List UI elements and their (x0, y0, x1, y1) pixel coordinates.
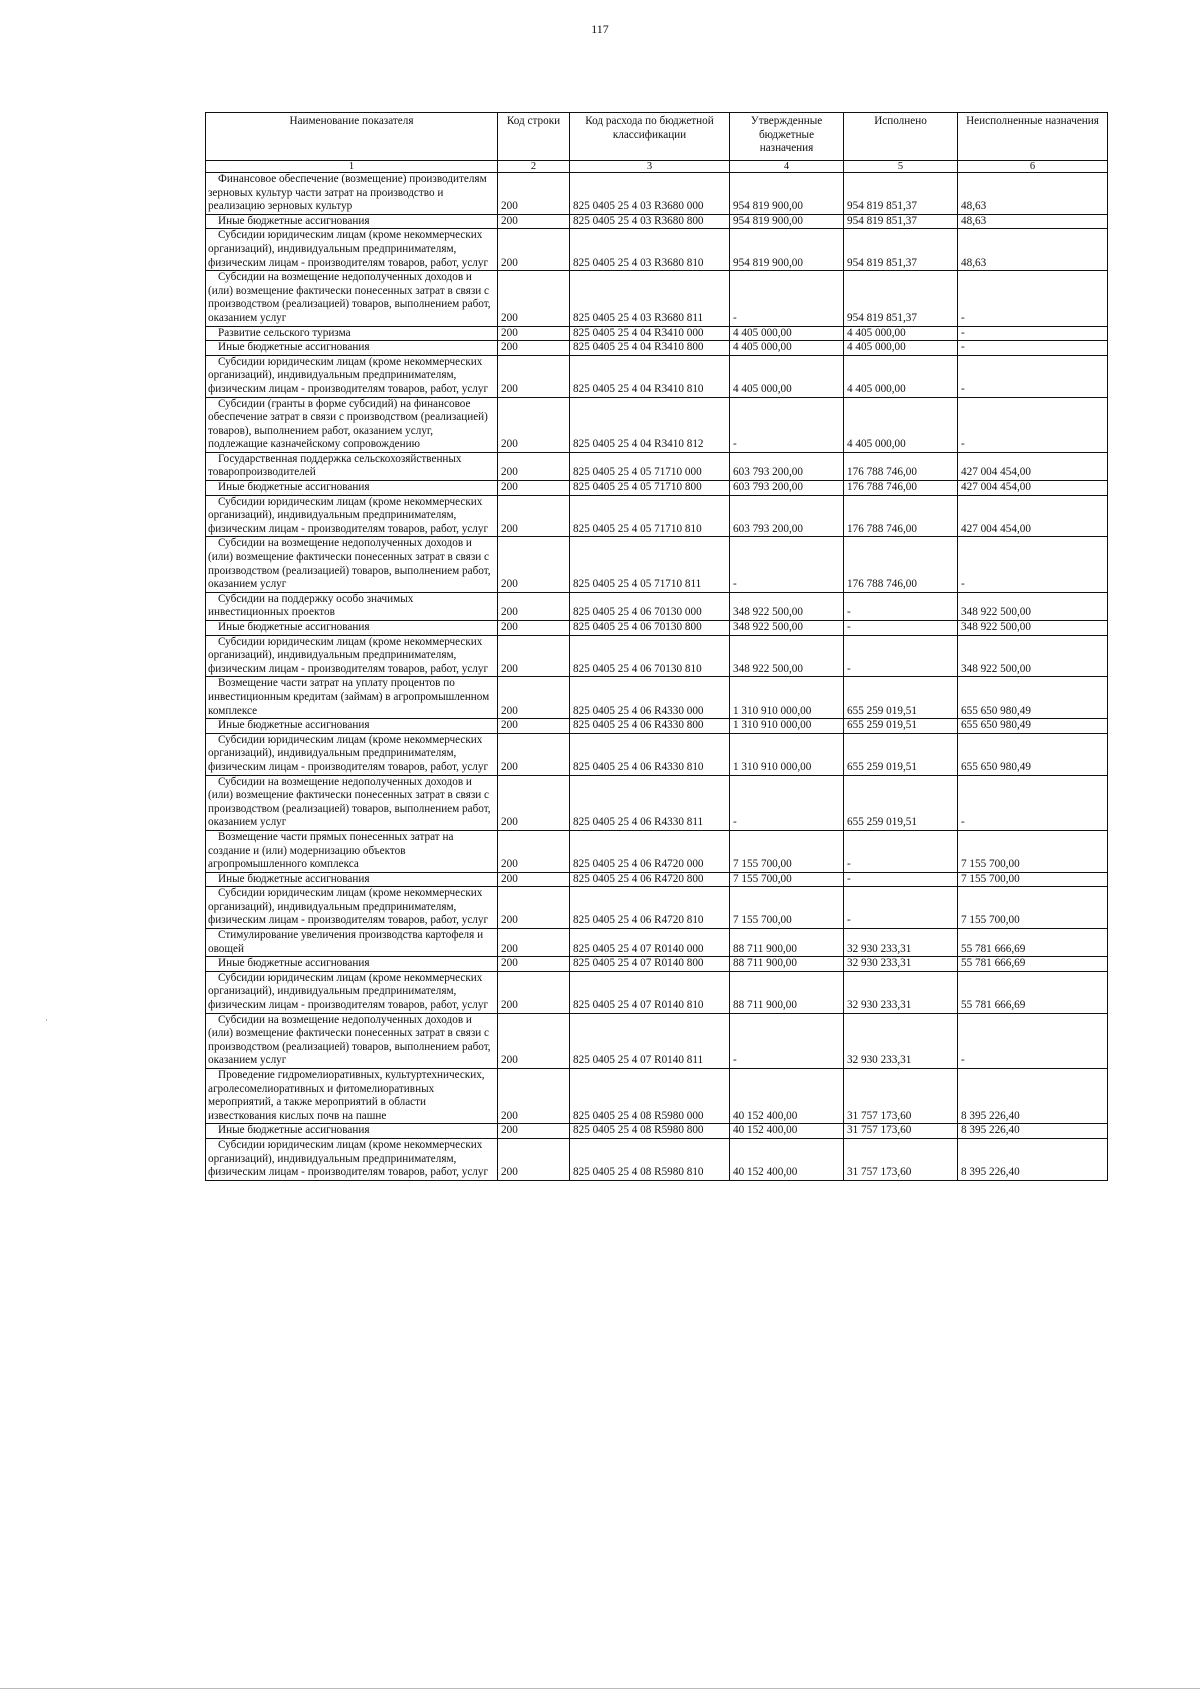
row-line-code-cell: 200 (498, 872, 570, 887)
row-budget-code-cell: 825 0405 25 4 03 R3680 811 (570, 271, 730, 326)
row-line-code-cell: 200 (498, 887, 570, 929)
row-executed-cell: 655 259 019,51 (844, 719, 958, 734)
row-executed-cell: 32 930 233,31 (844, 929, 958, 957)
table-row (206, 887, 1108, 929)
row-approved-cell: 954 819 900,00 (730, 214, 844, 229)
row-line-code-cell: 200 (498, 929, 570, 957)
row-name-cell: Субсидии (гранты в форме субсидий) на финансовое обеспечение затрат в связи с производством (реализацией) товаров), выполнением работ, оказанием услуг, подлежащие казначейскому сопровождению (206, 397, 498, 452)
row-approved-cell: 4 405 000,00 (730, 326, 844, 341)
table-row (206, 957, 1108, 972)
row-approved-cell: 348 922 500,00 (730, 592, 844, 620)
row-name-cell: Иные бюджетные ассигнования (206, 214, 498, 229)
row-unexecuted-cell: 427 004 454,00 (958, 452, 1108, 480)
table-body (206, 173, 1108, 1181)
table-row (206, 621, 1108, 636)
row-line-code-cell: 200 (498, 481, 570, 496)
row-unexecuted-cell: 48,63 (958, 229, 1108, 271)
row-line-code-cell: 200 (498, 341, 570, 356)
row-executed-cell: 31 757 173,60 (844, 1124, 958, 1139)
table-row (206, 971, 1108, 1013)
row-budget-code-cell: 825 0405 25 4 04 R3410 000 (570, 326, 730, 341)
row-approved-cell: 88 711 900,00 (730, 957, 844, 972)
row-executed-cell: - (844, 592, 958, 620)
row-budget-code-cell: 825 0405 25 4 06 R4330 811 (570, 775, 730, 830)
row-name-cell: Субсидии юридическим лицам (кроме некоммерческих организаций), индивидуальным предпринимателям, физическим лицам - производителям товаров, работ, услуг (206, 635, 498, 677)
row-unexecuted-cell: - (958, 537, 1108, 592)
row-executed-cell: 954 819 851,37 (844, 173, 958, 215)
budget-execution-table (205, 112, 1108, 1181)
table-row (206, 1124, 1108, 1139)
row-unexecuted-cell: - (958, 355, 1108, 397)
table-row (206, 830, 1108, 872)
row-budget-code-cell: 825 0405 25 4 06 70130 800 (570, 621, 730, 636)
row-name-cell: Возмещение части прямых понесенных затрат на создание и (или) модернизацию объектов агропромышленного комплекса (206, 830, 498, 872)
row-unexecuted-cell: 427 004 454,00 (958, 481, 1108, 496)
row-budget-code-cell: 825 0405 25 4 08 R5980 800 (570, 1124, 730, 1139)
row-line-code-cell: 200 (498, 537, 570, 592)
table-row (206, 173, 1108, 215)
table-row (206, 1013, 1108, 1068)
table-row (206, 229, 1108, 271)
row-name-cell: Субсидии юридическим лицам (кроме некоммерческих организаций), индивидуальным предпринимателям, физическим лицам - производителям товаров, работ, услуг (206, 1138, 498, 1180)
row-name-cell: Иные бюджетные ассигнования (206, 341, 498, 356)
row-unexecuted-cell: - (958, 1013, 1108, 1068)
row-executed-cell: 4 405 000,00 (844, 341, 958, 356)
row-line-code-cell: 200 (498, 355, 570, 397)
row-budget-code-cell: 825 0405 25 4 04 R3410 812 (570, 397, 730, 452)
row-name-cell: Иные бюджетные ассигнования (206, 719, 498, 734)
row-approved-cell: 4 405 000,00 (730, 355, 844, 397)
row-executed-cell: 4 405 000,00 (844, 355, 958, 397)
row-unexecuted-cell: 348 922 500,00 (958, 592, 1108, 620)
row-budget-code-cell: 825 0405 25 4 06 70130 000 (570, 592, 730, 620)
row-approved-cell: 88 711 900,00 (730, 929, 844, 957)
row-unexecuted-cell: 55 781 666,69 (958, 957, 1108, 972)
column-number: 3 (570, 161, 730, 173)
row-approved-cell: 954 819 900,00 (730, 229, 844, 271)
row-executed-cell: 655 259 019,51 (844, 775, 958, 830)
row-unexecuted-cell: 8 395 226,40 (958, 1124, 1108, 1139)
row-approved-cell: - (730, 537, 844, 592)
row-executed-cell: 32 930 233,31 (844, 971, 958, 1013)
table-row (206, 677, 1108, 719)
row-executed-cell: 4 405 000,00 (844, 397, 958, 452)
row-approved-cell: 7 155 700,00 (730, 887, 844, 929)
row-approved-cell: 40 152 400,00 (730, 1069, 844, 1124)
row-unexecuted-cell: 348 922 500,00 (958, 621, 1108, 636)
row-approved-cell: - (730, 397, 844, 452)
row-line-code-cell: 200 (498, 326, 570, 341)
row-unexecuted-cell: - (958, 397, 1108, 452)
row-executed-cell: - (844, 887, 958, 929)
row-unexecuted-cell: 55 781 666,69 (958, 971, 1108, 1013)
row-name-cell: Субсидии юридическим лицам (кроме некоммерческих организаций), индивидуальным предпринимателям, физическим лицам - производителям товаров, работ, услуг (206, 229, 498, 271)
row-executed-cell: 954 819 851,37 (844, 271, 958, 326)
row-unexecuted-cell: - (958, 271, 1108, 326)
row-line-code-cell: 200 (498, 677, 570, 719)
row-name-cell: Развитие сельского туризма (206, 326, 498, 341)
row-unexecuted-cell: 8 395 226,40 (958, 1069, 1108, 1124)
row-line-code-cell: 200 (498, 397, 570, 452)
row-name-cell: Иные бюджетные ассигнования (206, 957, 498, 972)
row-budget-code-cell: 825 0405 25 4 03 R3680 810 (570, 229, 730, 271)
row-line-code-cell: 200 (498, 957, 570, 972)
column-number: 1 (206, 161, 498, 173)
row-approved-cell: 40 152 400,00 (730, 1124, 844, 1139)
row-budget-code-cell: 825 0405 25 4 04 R3410 800 (570, 341, 730, 356)
row-budget-code-cell: 825 0405 25 4 07 R0140 811 (570, 1013, 730, 1068)
row-approved-cell: 7 155 700,00 (730, 830, 844, 872)
row-budget-code-cell: 825 0405 25 4 08 R5980 810 (570, 1138, 730, 1180)
row-line-code-cell: 200 (498, 271, 570, 326)
table-row (206, 592, 1108, 620)
row-executed-cell: 176 788 746,00 (844, 452, 958, 480)
row-executed-cell: 31 757 173,60 (844, 1069, 958, 1124)
row-line-code-cell: 200 (498, 621, 570, 636)
table-row (206, 271, 1108, 326)
row-approved-cell: 4 405 000,00 (730, 341, 844, 356)
row-line-code-cell: 200 (498, 592, 570, 620)
table-row (206, 1069, 1108, 1124)
row-unexecuted-cell: - (958, 326, 1108, 341)
row-name-cell: Субсидии юридическим лицам (кроме некоммерческих организаций), индивидуальным предпринимателям, физическим лицам - производителям товаров, работ, услуг (206, 495, 498, 537)
row-executed-cell: 954 819 851,37 (844, 229, 958, 271)
row-approved-cell: 1 310 910 000,00 (730, 719, 844, 734)
row-budget-code-cell: 825 0405 25 4 05 71710 800 (570, 481, 730, 496)
row-budget-code-cell: 825 0405 25 4 06 R4720 800 (570, 872, 730, 887)
row-unexecuted-cell: 8 395 226,40 (958, 1138, 1108, 1180)
row-approved-cell: 603 793 200,00 (730, 495, 844, 537)
table-header-row (206, 113, 1108, 161)
row-executed-cell: 954 819 851,37 (844, 214, 958, 229)
row-name-cell: Субсидии на возмещение недополученных доходов и (или) возмещение фактически понесенных затрат в связи с производством (реализацией) товаров, выполнением работ, оказанием услуг (206, 775, 498, 830)
row-budget-code-cell: 825 0405 25 4 06 R4330 000 (570, 677, 730, 719)
row-executed-cell: 176 788 746,00 (844, 495, 958, 537)
row-budget-code-cell: 825 0405 25 4 03 R3680 800 (570, 214, 730, 229)
table-row (206, 719, 1108, 734)
row-unexecuted-cell: 7 155 700,00 (958, 887, 1108, 929)
table-row (206, 341, 1108, 356)
row-name-cell: Иные бюджетные ассигнования (206, 481, 498, 496)
table-row (206, 775, 1108, 830)
table-row (206, 481, 1108, 496)
row-line-code-cell: 200 (498, 214, 570, 229)
column-number: 4 (730, 161, 844, 173)
row-budget-code-cell: 825 0405 25 4 07 R0140 000 (570, 929, 730, 957)
row-executed-cell: 176 788 746,00 (844, 481, 958, 496)
table-row (206, 1138, 1108, 1180)
row-name-cell: Субсидии на возмещение недополученных доходов и (или) возмещение фактически понесенных затрат в связи с производством (реализацией) товаров, выполнением работ, оказанием услуг (206, 537, 498, 592)
row-unexecuted-cell: 7 155 700,00 (958, 872, 1108, 887)
row-budget-code-cell: 825 0405 25 4 07 R0140 810 (570, 971, 730, 1013)
row-budget-code-cell: 825 0405 25 4 06 R4330 800 (570, 719, 730, 734)
table-row (206, 537, 1108, 592)
row-line-code-cell: 200 (498, 719, 570, 734)
page-bottom-rule (0, 1688, 1200, 1689)
table-row (206, 635, 1108, 677)
row-budget-code-cell: 825 0405 25 4 07 R0140 800 (570, 957, 730, 972)
column-header-executed: Исполнено (844, 113, 958, 161)
row-line-code-cell: 200 (498, 1013, 570, 1068)
row-line-code-cell: 200 (498, 1069, 570, 1124)
table-row (206, 355, 1108, 397)
row-unexecuted-cell: 7 155 700,00 (958, 830, 1108, 872)
row-approved-cell: - (730, 1013, 844, 1068)
row-budget-code-cell: 825 0405 25 4 06 R4330 810 (570, 733, 730, 775)
row-approved-cell: 348 922 500,00 (730, 621, 844, 636)
row-name-cell: Субсидии на возмещение недополученных доходов и (или) возмещение фактически понесенных затрат в связи с производством (реализацией) товаров, выполнением работ, оказанием услуг (206, 1013, 498, 1068)
column-number: 6 (958, 161, 1108, 173)
table-row (206, 326, 1108, 341)
row-line-code-cell: 200 (498, 229, 570, 271)
row-executed-cell: - (844, 872, 958, 887)
table-row (206, 452, 1108, 480)
row-executed-cell: 176 788 746,00 (844, 537, 958, 592)
row-budget-code-cell: 825 0405 25 4 06 70130 810 (570, 635, 730, 677)
table-row (206, 929, 1108, 957)
row-name-cell: Субсидии на возмещение недополученных доходов и (или) возмещение фактически понесенных затрат в связи с производством (реализацией) товаров, выполнением работ, оказанием услуг (206, 271, 498, 326)
column-number: 5 (844, 161, 958, 173)
table-row (206, 214, 1108, 229)
row-budget-code-cell: 825 0405 25 4 05 71710 811 (570, 537, 730, 592)
row-approved-cell: - (730, 271, 844, 326)
row-executed-cell: 655 259 019,51 (844, 733, 958, 775)
row-line-code-cell: 200 (498, 1124, 570, 1139)
column-header-name: Наименование показателя (206, 113, 498, 161)
row-name-cell: Иные бюджетные ассигнования (206, 872, 498, 887)
margin-mark: · (45, 1015, 48, 1025)
row-executed-cell: 4 405 000,00 (844, 326, 958, 341)
row-approved-cell: 348 922 500,00 (730, 635, 844, 677)
row-executed-cell: - (844, 635, 958, 677)
column-number-row (206, 161, 1108, 173)
table-row (206, 733, 1108, 775)
row-unexecuted-cell: 655 650 980,49 (958, 733, 1108, 775)
row-name-cell: Субсидии юридическим лицам (кроме некоммерческих организаций), индивидуальным предпринимателям, физическим лицам - производителям товаров, работ, услуг (206, 733, 498, 775)
row-unexecuted-cell: 427 004 454,00 (958, 495, 1108, 537)
column-number: 2 (498, 161, 570, 173)
row-unexecuted-cell: - (958, 775, 1108, 830)
row-executed-cell: - (844, 830, 958, 872)
row-approved-cell: 7 155 700,00 (730, 872, 844, 887)
row-name-cell: Субсидии юридическим лицам (кроме некоммерческих организаций), индивидуальным предпринимателям, физическим лицам - производителям товаров, работ, услуг (206, 971, 498, 1013)
row-unexecuted-cell: 348 922 500,00 (958, 635, 1108, 677)
row-approved-cell: 603 793 200,00 (730, 481, 844, 496)
row-name-cell: Возмещение части затрат на уплату процентов по инвестиционным кредитам (займам) в агропромышленном комплексе (206, 677, 498, 719)
row-approved-cell: 1 310 910 000,00 (730, 733, 844, 775)
row-line-code-cell: 200 (498, 173, 570, 215)
page-number: 117 (591, 22, 609, 36)
column-header-unexecuted: Неисполненные назначения (958, 113, 1108, 161)
row-name-cell: Субсидии юридическим лицам (кроме некоммерческих организаций), индивидуальным предпринимателям, физическим лицам - производителям товаров, работ, услуг (206, 355, 498, 397)
row-budget-code-cell: 825 0405 25 4 06 R4720 810 (570, 887, 730, 929)
row-name-cell: Проведение гидромелиоративных, культуртехнических, агролесомелиоративных и фитомелиоративных мероприятий, а также мероприятий в области известкования кислых почв на пашне (206, 1069, 498, 1124)
row-line-code-cell: 200 (498, 830, 570, 872)
row-name-cell: Иные бюджетные ассигнования (206, 1124, 498, 1139)
row-line-code-cell: 200 (498, 1138, 570, 1180)
row-name-cell: Субсидии юридическим лицам (кроме некоммерческих организаций), индивидуальным предпринимателям, физическим лицам - производителям товаров, работ, услуг (206, 887, 498, 929)
table-row (206, 872, 1108, 887)
table-row (206, 397, 1108, 452)
column-header-line-code: Код строки (498, 113, 570, 161)
row-approved-cell: 954 819 900,00 (730, 173, 844, 215)
row-approved-cell: - (730, 775, 844, 830)
row-budget-code-cell: 825 0405 25 4 04 R3410 810 (570, 355, 730, 397)
row-name-cell: Стимулирование увеличения производства картофеля и овощей (206, 929, 498, 957)
row-unexecuted-cell: 655 650 980,49 (958, 677, 1108, 719)
row-approved-cell: 1 310 910 000,00 (730, 677, 844, 719)
row-name-cell: Иные бюджетные ассигнования (206, 621, 498, 636)
row-line-code-cell: 200 (498, 452, 570, 480)
row-approved-cell: 603 793 200,00 (730, 452, 844, 480)
row-budget-code-cell: 825 0405 25 4 05 71710 810 (570, 495, 730, 537)
row-line-code-cell: 200 (498, 971, 570, 1013)
row-budget-code-cell: 825 0405 25 4 03 R3680 000 (570, 173, 730, 215)
row-executed-cell: 32 930 233,31 (844, 957, 958, 972)
row-line-code-cell: 200 (498, 495, 570, 537)
row-executed-cell: 655 259 019,51 (844, 677, 958, 719)
row-approved-cell: 88 711 900,00 (730, 971, 844, 1013)
row-budget-code-cell: 825 0405 25 4 05 71710 000 (570, 452, 730, 480)
row-approved-cell: 40 152 400,00 (730, 1138, 844, 1180)
row-line-code-cell: 200 (498, 635, 570, 677)
column-header-approved: Утвержденные бюджетные назначения (730, 113, 844, 161)
row-executed-cell: 32 930 233,31 (844, 1013, 958, 1068)
row-name-cell: Субсидии на поддержку особо значимых инвестиционных проектов (206, 592, 498, 620)
row-line-code-cell: 200 (498, 775, 570, 830)
row-unexecuted-cell: 48,63 (958, 173, 1108, 215)
row-executed-cell: - (844, 621, 958, 636)
row-name-cell: Финансовое обеспечение (возмещение) производителям зерновых культур части затрат на производство и реализацию зерновых культур (206, 173, 498, 215)
row-unexecuted-cell: 48,63 (958, 214, 1108, 229)
row-budget-code-cell: 825 0405 25 4 08 R5980 000 (570, 1069, 730, 1124)
row-line-code-cell: 200 (498, 733, 570, 775)
column-header-budget-code: Код расхода по бюджетной классификации (570, 113, 730, 161)
row-unexecuted-cell: 55 781 666,69 (958, 929, 1108, 957)
row-name-cell: Государственная поддержка сельскохозяйственных товаропроизводителей (206, 452, 498, 480)
row-executed-cell: 31 757 173,60 (844, 1138, 958, 1180)
row-unexecuted-cell: - (958, 341, 1108, 356)
row-budget-code-cell: 825 0405 25 4 06 R4720 000 (570, 830, 730, 872)
row-unexecuted-cell: 655 650 980,49 (958, 719, 1108, 734)
table-row (206, 495, 1108, 537)
